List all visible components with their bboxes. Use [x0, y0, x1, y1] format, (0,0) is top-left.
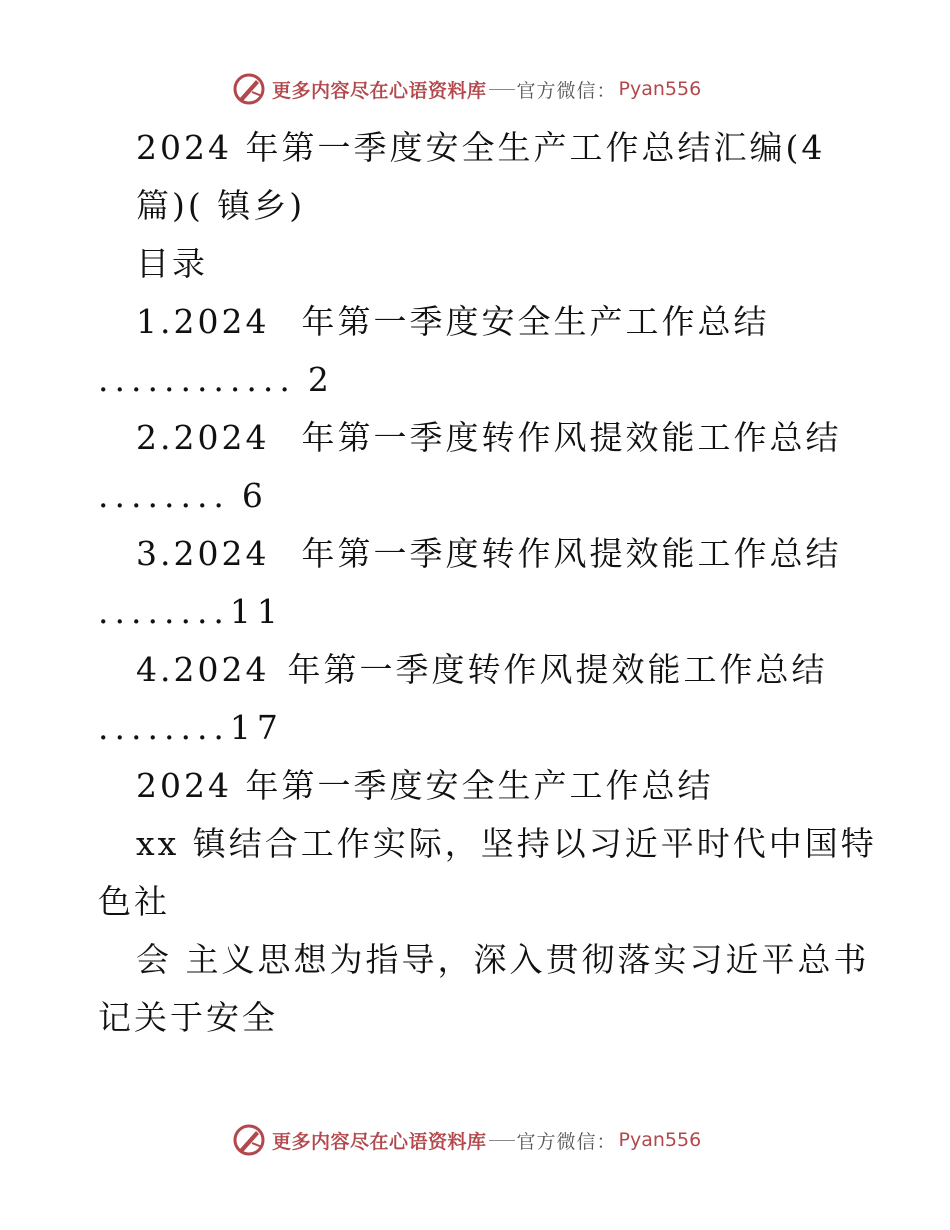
- watermark-id: Pyan556: [618, 78, 702, 100]
- toc-leader-3: [98, 592, 284, 632]
- toc-entry-title: 年第一季度转作风提效能工作总结: [301, 418, 842, 457]
- document-title-line1: 2024 年第一季度安全生产工作总结汇编(4: [136, 128, 826, 167]
- toc-leader-4: [98, 708, 284, 748]
- toc-entry-title: 年第一季度转作风提效能工作总结: [301, 534, 842, 573]
- document-title-line2: 篇)( 镇乡): [136, 186, 306, 225]
- toc-page-number: 11: [229, 592, 284, 631]
- toc-dots: ........: [98, 476, 230, 515]
- quill-logo-icon: [232, 72, 266, 106]
- toc-entry-number: 2.2024: [136, 418, 270, 457]
- paragraph-2-line2: 记关于安全: [98, 998, 278, 1037]
- toc-dots: ............: [98, 360, 296, 399]
- toc-heading: 目录: [136, 244, 208, 283]
- watermark-header: [232, 70, 701, 108]
- toc-page-number: 6: [241, 476, 269, 515]
- paragraph-2-line1: 会 主义思想为指导，深入贯彻落实习近平总书: [136, 940, 870, 979]
- toc-entry-1[interactable]: [136, 302, 769, 342]
- watermark-id: Pyan556: [618, 1129, 702, 1151]
- toc-entry-2[interactable]: [136, 418, 841, 458]
- watermark-footer: [232, 1121, 701, 1159]
- toc-dots: ........: [98, 708, 230, 747]
- toc-page-number: 2: [307, 360, 335, 399]
- toc-entry-4[interactable]: [136, 650, 827, 690]
- watermark-text: 更多内容尽在心语资料库: [272, 1130, 487, 1153]
- toc-leader-2: [98, 476, 269, 516]
- toc-entry-title: 年第一季度安全生产工作总结: [301, 302, 770, 341]
- toc-entry-number: 1.2024: [136, 302, 270, 341]
- watermark-official: 官方微信：: [516, 79, 617, 102]
- toc-entry-number: 4.2024: [136, 650, 270, 689]
- toc-entry-title: 年第一季度转作风提效能工作总结: [287, 650, 828, 689]
- watermark-dash: [489, 1140, 515, 1141]
- paragraph-1-line2: 色社: [98, 882, 170, 921]
- toc-page-number: 17: [229, 708, 284, 747]
- watermark-official: 官方微信：: [516, 1130, 617, 1153]
- toc-leader-1: [98, 360, 335, 400]
- toc-entry-3[interactable]: [136, 534, 841, 574]
- watermark-dash: [489, 89, 515, 90]
- watermark-text: 更多内容尽在心语资料库: [272, 79, 487, 102]
- toc-dots: ........: [98, 592, 230, 631]
- section-title: 2024 年第一季度安全生产工作总结: [136, 766, 714, 805]
- paragraph-1-line1: xx 镇结合工作实际，坚持以习近平时代中国特: [136, 824, 877, 863]
- quill-logo-icon: [232, 1123, 266, 1157]
- toc-entry-number: 3.2024: [136, 534, 270, 573]
